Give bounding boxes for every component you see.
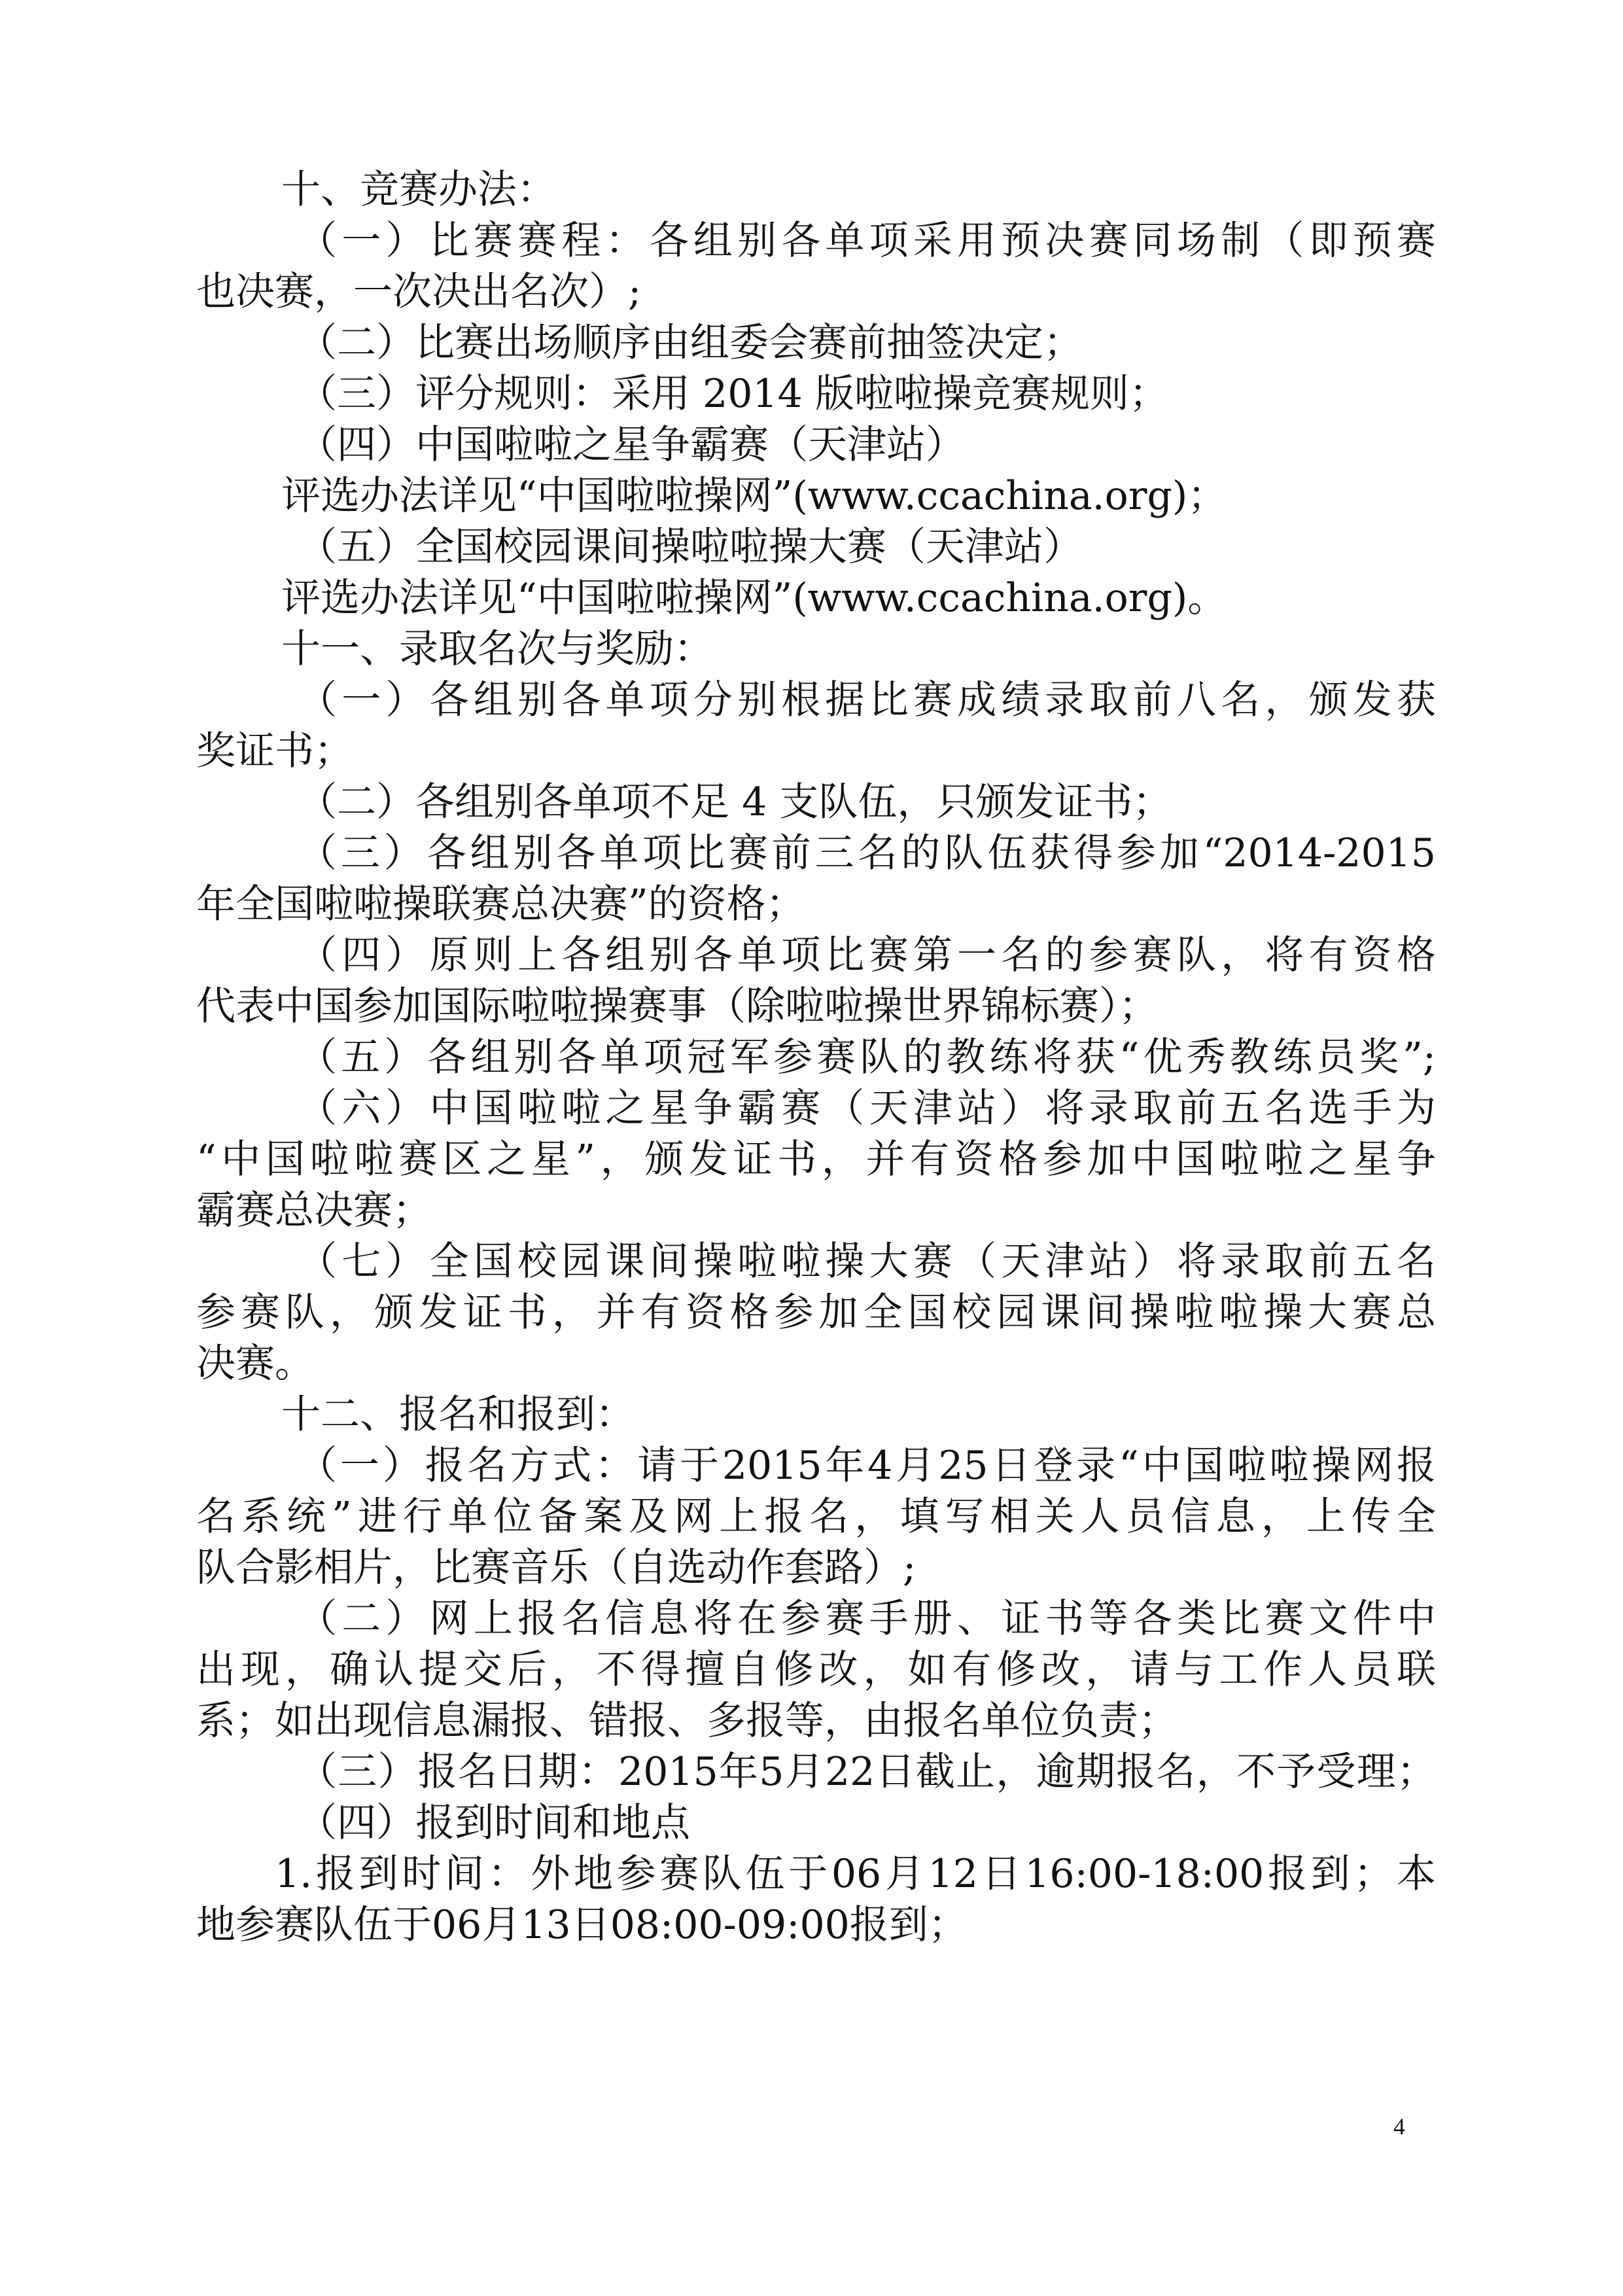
section-heading-11: 十一、录取名次与奖励：	[281, 626, 713, 672]
paragraph-line: （三）各组别各单项比赛前三名的队伍获得参加“2014-2015	[298, 830, 1436, 876]
section-heading-10: 十、竞赛办法：	[281, 167, 556, 213]
paragraph-line: 奖证书；	[196, 728, 353, 774]
paragraph-line: （四）中国啦啦之星争霸赛（天津站）	[298, 422, 965, 468]
paragraph-line: （一）报名方式：请于2015年4月25日登录“中国啦啦操网报	[298, 1443, 1436, 1489]
paragraph-line: （五）各组别各单项冠军参赛队的教练将获“优秀教练员奖”;	[298, 1034, 1436, 1080]
paragraph-line: （一）比赛赛程：各组别各单项采用预决赛同场制（即预赛	[298, 218, 1436, 264]
paragraph-line: 霸赛总决赛；	[196, 1188, 432, 1233]
paragraph-line: 队合影相片，比赛音乐（自选动作套路）;	[196, 1545, 916, 1591]
paragraph-line: 年全国啦啦操联赛总决赛”的资格；	[196, 881, 805, 927]
paragraph-line: 出现，确认提交后，不得擅自修改，如有修改，请与工作人员联	[196, 1647, 1436, 1693]
paragraph-line: （三）评分规则：采用 2014 版啦啦操竞赛规则；	[298, 371, 1168, 417]
paragraph-line: （四）原则上各组别各单项比赛第一名的参赛队，将有资格	[298, 932, 1436, 978]
paragraph-line: 决赛。	[196, 1341, 314, 1386]
paragraph-line: （二）各组别各单项不足 4 支队伍，只颁发证书；	[298, 779, 1172, 825]
paragraph-line: （三）报名日期：2015年5月22日截止，逾期报名，不予受理；	[298, 1749, 1436, 1795]
paragraph-line: （四）报到时间和地点	[298, 1800, 690, 1846]
paragraph-line: 系；如出现信息漏报、错报、多报等，由报名单位负责；	[196, 1698, 1178, 1744]
paragraph-line: “中国啦啦赛区之星”，颁发证书，并有资格参加中国啦啦之星争	[196, 1137, 1436, 1182]
page-number: 4	[1393, 2113, 1405, 2140]
paragraph-line: 代表中国参加国际啦啦操赛事（除啦啦操世界锦标赛）；	[196, 983, 1158, 1029]
paragraph-line: （一）各组别各单项分别根据比赛成绩录取前八名，颁发获	[298, 677, 1436, 723]
paragraph-line: 也决赛，一次决出名次）;	[196, 269, 642, 315]
paragraph-line: 评选办法详见“中国啦啦操网”(www.ccachina.org)；	[281, 473, 1227, 519]
paragraph-line: （五）全国校园课间操啦啦操大赛（天津站）	[298, 524, 1083, 570]
paragraph-line: 参赛队，颁发证书，并有资格参加全国校园课间操啦啦操大赛总	[196, 1290, 1436, 1335]
paragraph-line: （二）网上报名信息将在参赛手册、证书等各类比赛文件中	[298, 1596, 1436, 1642]
paragraph-line: （六）中国啦啦之星争霸赛（天津站）将录取前五名选手为	[298, 1086, 1436, 1131]
section-heading-12: 十二、报名和报到：	[281, 1392, 635, 1438]
paragraph-line: （七）全国校园课间操啦啦操大赛（天津站）将录取前五名	[298, 1239, 1436, 1284]
paragraph-line: 评选办法详见“中国啦啦操网”(www.ccachina.org)。	[281, 575, 1227, 621]
paragraph-line: 地参赛队伍于06月13日08:00-09:00报到；	[196, 1902, 968, 1948]
paragraph-line: （二）比赛出场顺序由组委会赛前抽签决定；	[298, 320, 1083, 366]
paragraph-line: 1.报到时间：外地参赛队伍于06月12日16:00-18:00报到；本	[275, 1851, 1436, 1897]
paragraph-line: 名系统”进行单位备案及网上报名，填写相关人员信息，上传全	[196, 1494, 1436, 1540]
